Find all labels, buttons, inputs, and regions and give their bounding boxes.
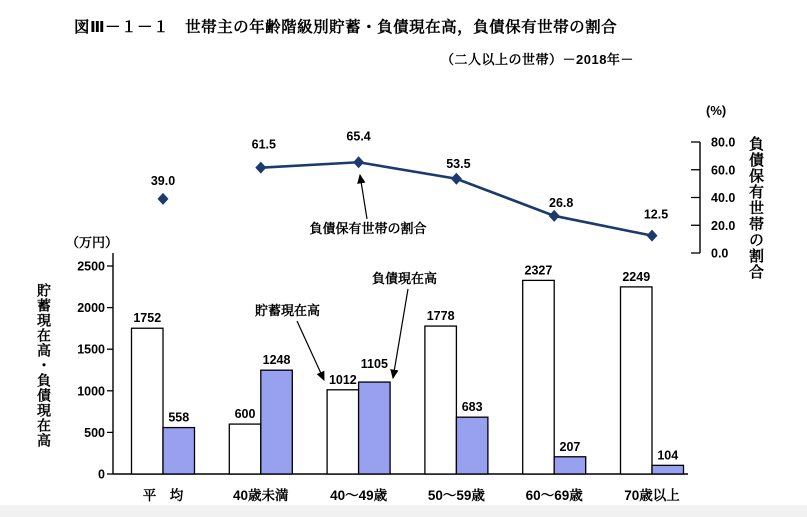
bar-savings bbox=[132, 328, 164, 474]
category-label: 平 均 bbox=[142, 488, 184, 503]
line-series-arrow bbox=[360, 175, 367, 219]
bar-debt-value: 104 bbox=[657, 448, 679, 463]
bar-savings-value: 1752 bbox=[133, 311, 162, 326]
savings-series-arrow bbox=[297, 321, 324, 380]
chart-title: 図Ⅲ－１－１ 世帯主の年齢階級別貯蓄・負債現在高，負債保有世帯の割合 bbox=[74, 19, 618, 36]
bar-debt-value: 207 bbox=[559, 439, 581, 454]
chart-subtitle: （二人以上の世帯）－2018年－ bbox=[441, 52, 634, 67]
right-axis-tick-label: 40.0 bbox=[711, 191, 736, 205]
line-point-value: 65.4 bbox=[346, 129, 371, 144]
category-label: 40～49歳 bbox=[330, 488, 388, 503]
line-point-marker bbox=[255, 162, 266, 174]
bar-debt-value: 683 bbox=[461, 400, 483, 415]
bar-savings bbox=[327, 390, 359, 474]
bar-debt bbox=[359, 382, 391, 474]
line-point-value: 53.5 bbox=[446, 156, 471, 171]
bar-debt-value: 1105 bbox=[360, 357, 388, 372]
category-label: 60～69歳 bbox=[525, 488, 583, 503]
debt-series-label: 負債現在高 bbox=[372, 271, 438, 286]
line-point-marker bbox=[158, 193, 169, 205]
bar-savings-value: 1778 bbox=[426, 309, 455, 324]
left-axis-unit-label: （万円） bbox=[66, 235, 119, 250]
savings-series-label: 貯蓄現在高 bbox=[255, 303, 321, 318]
bar-savings bbox=[523, 280, 555, 474]
line-point-marker bbox=[451, 173, 462, 185]
right-axis-unit-label: (%) bbox=[706, 103, 727, 118]
line-point-marker bbox=[647, 230, 658, 242]
left-axis-tick-label: 0 bbox=[98, 467, 105, 482]
category-label: 40歳未満 bbox=[233, 488, 289, 503]
bar-savings-value: 600 bbox=[234, 407, 256, 422]
right-axis-tick-label: 80.0 bbox=[711, 135, 736, 150]
left-axis-title: 貯蓄現在高・負債現在高 bbox=[36, 283, 52, 448]
line-point-value: 39.0 bbox=[150, 173, 176, 188]
line-point-value: 12.5 bbox=[643, 207, 669, 222]
debt-series-arrow bbox=[393, 289, 408, 378]
annotations bbox=[255, 175, 437, 380]
bar-savings bbox=[425, 326, 457, 474]
bar-savings-value: 1012 bbox=[328, 372, 357, 387]
bar-series bbox=[132, 263, 684, 503]
bar-debt bbox=[652, 465, 684, 474]
left-axis-tick-label: 2500 bbox=[77, 259, 105, 274]
right-axis bbox=[691, 136, 735, 261]
right-axis-title: 負債保有世帯の割合 bbox=[747, 136, 764, 280]
right-axis-tick-label: 60.0 bbox=[711, 163, 736, 178]
bar-savings bbox=[621, 287, 653, 474]
bar-debt bbox=[456, 417, 488, 474]
bar-savings-value: 2249 bbox=[622, 269, 651, 284]
bar-debt bbox=[261, 370, 293, 474]
bar-savings bbox=[229, 424, 260, 474]
line-point-marker bbox=[549, 210, 560, 222]
bar-debt bbox=[554, 457, 586, 474]
bar-debt-value: 1248 bbox=[262, 353, 291, 368]
right-axis-tick-label: 0.0 bbox=[711, 246, 729, 261]
left-axis-tick-label: 1000 bbox=[77, 384, 105, 399]
line-point-marker bbox=[353, 156, 364, 168]
line-series-label: 負債保有世帯の割合 bbox=[309, 221, 427, 236]
left-axis-tick-label: 2000 bbox=[77, 301, 105, 316]
left-axis-tick-label: 500 bbox=[84, 425, 105, 440]
line-point-value: 26.8 bbox=[549, 195, 574, 210]
bar-debt-value: 558 bbox=[168, 410, 190, 425]
category-label: 50～59歳 bbox=[427, 488, 485, 503]
left-axis-tick-label: 1500 bbox=[77, 342, 105, 357]
line-point-value: 61.5 bbox=[251, 137, 276, 152]
bar-savings-value: 2327 bbox=[524, 263, 553, 278]
category-label: 70歳以上 bbox=[624, 488, 680, 503]
right-axis-tick-label: 20.0 bbox=[711, 218, 736, 233]
bar-debt bbox=[163, 428, 195, 474]
